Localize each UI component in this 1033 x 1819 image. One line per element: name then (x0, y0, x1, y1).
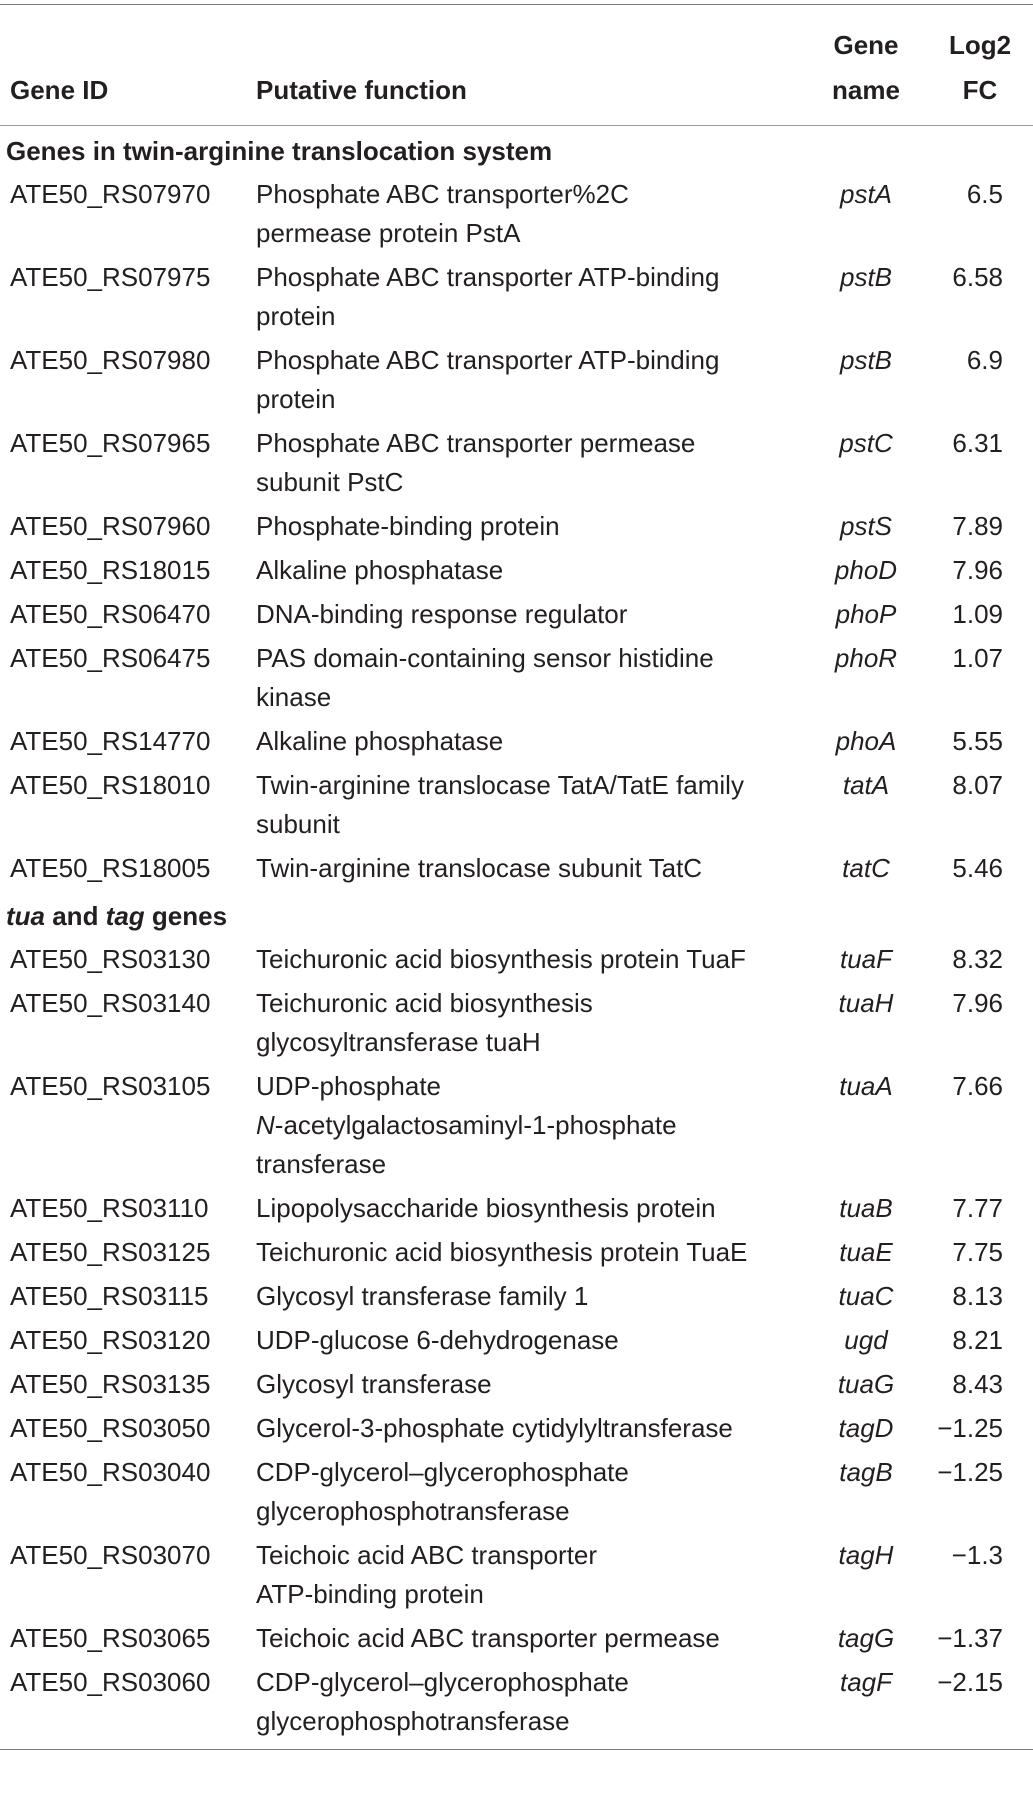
table-row (0, 505, 1033, 549)
table-header (0, 5, 1033, 126)
function-line: UDP-glucose 6-dehydrogenase (256, 1325, 619, 1355)
cell-gene-id: ATE50_RS03125 (10, 1237, 211, 1267)
cell-log2fc: 8.32 (952, 944, 1003, 974)
section-header-row (0, 891, 1033, 938)
table-row (0, 1451, 1033, 1534)
cell-gene-name: pstA (839, 179, 893, 209)
function-line: Twin-arginine translocase TatA/TatE family (256, 770, 744, 800)
cell-putative-function (256, 1451, 801, 1534)
table-row (0, 256, 1033, 339)
cell-gene-id: ATE50_RS07970 (10, 179, 211, 209)
function-italic-prefix: N (256, 1110, 275, 1140)
section-title-part: and (45, 901, 106, 931)
header-gene-name-line1: Gene (833, 30, 899, 60)
cell-gene-id: ATE50_RS03135 (10, 1369, 211, 1399)
cell-putative-function (256, 1231, 801, 1275)
function-line: Phosphate ABC transporter ATP-binding (256, 262, 720, 292)
cell-log2fc: −1.25 (937, 1457, 1003, 1487)
cell-gene-name: tagF (839, 1667, 893, 1697)
table-row (0, 339, 1033, 422)
cell-gene-name: tagH (838, 1540, 894, 1570)
cell-putative-function (256, 847, 801, 891)
cell-gene-id: ATE50_RS06470 (10, 599, 211, 629)
cell-gene-name: tuaH (838, 988, 894, 1018)
function-line: transferase (256, 1149, 387, 1179)
cell-gene-name: tuaE (839, 1237, 893, 1267)
function-line: Teichuronic acid biosynthesis (256, 988, 593, 1018)
table-row (0, 1661, 1033, 1750)
table-row (0, 1319, 1033, 1363)
cell-gene-id: ATE50_RS03130 (10, 944, 211, 974)
cell-gene-name: tatA (842, 770, 890, 800)
cell-log2fc: 7.75 (952, 1237, 1003, 1267)
cell-log2fc: 6.31 (952, 428, 1003, 458)
function-line: Phosphate ABC transporter%2C (256, 179, 629, 209)
function-line-rest: -acetylgalactosaminyl-1-phosphate (274, 1110, 677, 1140)
header-gene-id: Gene ID (10, 75, 109, 105)
cell-gene-id: ATE50_RS07980 (10, 345, 211, 375)
cell-gene-id: ATE50_RS03120 (10, 1325, 211, 1355)
cell-putative-function (256, 173, 801, 256)
function-line: Glycosyl transferase (256, 1369, 492, 1399)
cell-putative-function (256, 1407, 801, 1451)
table-row (0, 1617, 1033, 1661)
cell-gene-id: ATE50_RS03110 (10, 1193, 209, 1223)
cell-gene-id: ATE50_RS07960 (10, 511, 211, 541)
function-line: kinase (256, 682, 332, 712)
cell-gene-name: phoR (834, 643, 898, 673)
function-line: subunit PstC (256, 467, 404, 497)
cell-gene-id: ATE50_RS03105 (10, 1071, 211, 1101)
cell-putative-function (256, 549, 801, 593)
cell-log2fc: −2.15 (937, 1667, 1003, 1697)
function-line: glycerophosphotransferase (256, 1496, 570, 1526)
cell-log2fc: −1.3 (951, 1540, 1003, 1570)
cell-log2fc: 7.66 (952, 1071, 1003, 1101)
cell-gene-id: ATE50_RS06475 (10, 643, 211, 673)
cell-gene-id: ATE50_RS07975 (10, 262, 211, 292)
table-row (0, 173, 1033, 256)
table-row (0, 637, 1033, 720)
cell-putative-function (256, 982, 801, 1065)
function-line: glycosyltransferase tuaH (256, 1027, 541, 1057)
function-line: PAS domain-containing sensor histidine (256, 643, 714, 673)
cell-gene-name: tuaG (837, 1369, 895, 1399)
table-row (0, 938, 1033, 982)
header-gene-name (801, 5, 931, 126)
table-row (0, 1363, 1033, 1407)
cell-gene-id: ATE50_RS18010 (10, 770, 211, 800)
cell-gene-id: ATE50_RS03115 (10, 1281, 209, 1311)
function-line: Glycosyl transferase family 1 (256, 1281, 589, 1311)
cell-log2fc: 6.58 (952, 262, 1003, 292)
table-row (0, 1534, 1033, 1617)
cell-gene-name: phoP (835, 599, 897, 629)
cell-gene-name: tagB (839, 1457, 893, 1487)
cell-gene-name: phoD (834, 555, 898, 585)
cell-gene-id: ATE50_RS03040 (10, 1457, 211, 1487)
cell-putative-function (256, 1319, 801, 1363)
table-row (0, 1231, 1033, 1275)
header-log2fc-line2: FC (962, 75, 998, 105)
cell-gene-id: ATE50_RS03070 (10, 1540, 211, 1570)
function-line: Teichuronic acid biosynthesis protein TuaF (256, 944, 746, 974)
cell-gene-name: tuaC (838, 1281, 894, 1311)
cell-putative-function (256, 1661, 801, 1750)
table-row (0, 1407, 1033, 1451)
function-line: Phosphate-binding protein (256, 511, 560, 541)
cell-log2fc: 7.77 (952, 1193, 1003, 1223)
cell-putative-function (256, 1363, 801, 1407)
function-line: subunit (256, 809, 340, 839)
cell-log2fc: 5.46 (952, 853, 1003, 883)
function-line: Lipopolysaccharide biosynthesis protein (256, 1193, 716, 1223)
cell-putative-function (256, 637, 801, 720)
cell-gene-id: ATE50_RS03060 (10, 1667, 211, 1697)
cell-log2fc: 7.89 (952, 511, 1003, 541)
function-line: CDP-glycerol–glycerophosphate (256, 1667, 629, 1697)
cell-log2fc: 8.07 (952, 770, 1003, 800)
table-row (0, 1275, 1033, 1319)
function-line: Alkaline phosphatase (256, 726, 504, 756)
table-row (0, 549, 1033, 593)
section-title-part: tua (6, 901, 45, 931)
cell-log2fc: 8.43 (952, 1369, 1003, 1399)
cell-putative-function (256, 422, 801, 505)
function-line: Teichoic acid ABC transporter (256, 1540, 598, 1570)
cell-log2fc: 8.21 (952, 1325, 1003, 1355)
table-row (0, 1187, 1033, 1231)
section-title-part: tag (105, 901, 145, 931)
cell-log2fc: 1.07 (952, 643, 1003, 673)
table-row (0, 764, 1033, 847)
cell-gene-id: ATE50_RS03140 (10, 988, 211, 1018)
cell-putative-function (256, 1534, 801, 1617)
cell-gene-id: ATE50_RS18015 (10, 555, 211, 585)
cell-gene-id: ATE50_RS18005 (10, 853, 211, 883)
cell-putative-function (256, 339, 801, 422)
table-body (0, 126, 1033, 1750)
section-title-part: genes (144, 901, 228, 931)
cell-gene-id: ATE50_RS03050 (10, 1413, 211, 1443)
function-line: UDP-phosphate (256, 1071, 441, 1101)
cell-gene-name: tatC (842, 853, 890, 883)
cell-log2fc: 7.96 (952, 988, 1003, 1018)
cell-putative-function (256, 505, 801, 549)
function-line: permease protein PstA (256, 218, 521, 248)
function-line: Phosphate ABC transporter permease (256, 428, 696, 458)
function-line: Phosphate ABC transporter ATP-binding (256, 345, 720, 375)
cell-putative-function (256, 938, 801, 982)
header-row (0, 5, 1033, 126)
gene-expression-table (0, 4, 1033, 1750)
cell-log2fc: 8.13 (952, 1281, 1003, 1311)
function-line: ATP-binding protein (256, 1579, 484, 1609)
cell-gene-id: ATE50_RS03065 (10, 1623, 211, 1653)
table-row (0, 847, 1033, 891)
cell-putative-function (256, 720, 801, 764)
cell-gene-name: ugd (844, 1325, 888, 1355)
cell-gene-id: ATE50_RS14770 (10, 726, 211, 756)
section-title (0, 891, 1033, 938)
table-row (0, 593, 1033, 637)
cell-gene-name: tuaF (839, 944, 893, 974)
cell-putative-function (256, 1065, 801, 1187)
cell-log2fc: 6.9 (966, 345, 1003, 375)
function-line: Alkaline phosphatase (256, 555, 504, 585)
section-title (0, 126, 1033, 174)
cell-gene-name: tagD (838, 1413, 894, 1443)
cell-putative-function (256, 593, 801, 637)
function-line: Twin-arginine translocase subunit TatC (256, 853, 703, 883)
cell-gene-name: pstB (839, 262, 893, 292)
cell-gene-name: pstB (839, 345, 893, 375)
header-log2fc-line1: Log2 (948, 30, 1012, 60)
cell-gene-name: tagG (837, 1623, 895, 1653)
table-row (0, 422, 1033, 505)
function-line: CDP-glycerol–glycerophosphate (256, 1457, 629, 1487)
cell-putative-function (256, 1275, 801, 1319)
function-line: Teichuronic acid biosynthesis protein TuaE (256, 1237, 748, 1267)
table-row (0, 982, 1033, 1065)
header-log2fc (931, 5, 1033, 126)
function-line: glycerophosphotransferase (256, 1706, 570, 1736)
cell-gene-name: tuaA (839, 1071, 893, 1101)
cell-gene-name: pstC (839, 428, 893, 458)
table-row (0, 720, 1033, 764)
cell-putative-function (256, 1187, 801, 1231)
section-header-row (0, 126, 1033, 174)
section-title-part: Genes in twin-arginine translocation system (6, 136, 553, 166)
header-gene-name-line2: name (832, 75, 900, 105)
function-line: DNA-binding response regulator (256, 599, 628, 629)
function-line: protein (256, 301, 336, 331)
table-row (0, 1065, 1033, 1187)
cell-log2fc: 1.09 (952, 599, 1003, 629)
cell-gene-name: pstS (839, 511, 893, 541)
function-line: protein (256, 384, 336, 414)
cell-putative-function (256, 764, 801, 847)
cell-log2fc: −1.37 (937, 1623, 1003, 1653)
gene-table-container (0, 4, 1033, 1750)
cell-log2fc: 5.55 (952, 726, 1003, 756)
cell-gene-name: tuaB (839, 1193, 893, 1223)
cell-log2fc: 6.5 (966, 179, 1003, 209)
cell-putative-function (256, 1617, 801, 1661)
cell-log2fc: −1.25 (937, 1413, 1003, 1443)
function-line: Glycerol-3-phosphate cytidylyltransferase (256, 1413, 733, 1443)
cell-log2fc: 7.96 (952, 555, 1003, 585)
cell-putative-function (256, 256, 801, 339)
function-line: Teichoic acid ABC transporter permease (256, 1623, 720, 1653)
cell-gene-name: phoA (835, 726, 897, 756)
cell-gene-id: ATE50_RS07965 (10, 428, 211, 458)
header-putative-function: Putative function (256, 75, 467, 105)
